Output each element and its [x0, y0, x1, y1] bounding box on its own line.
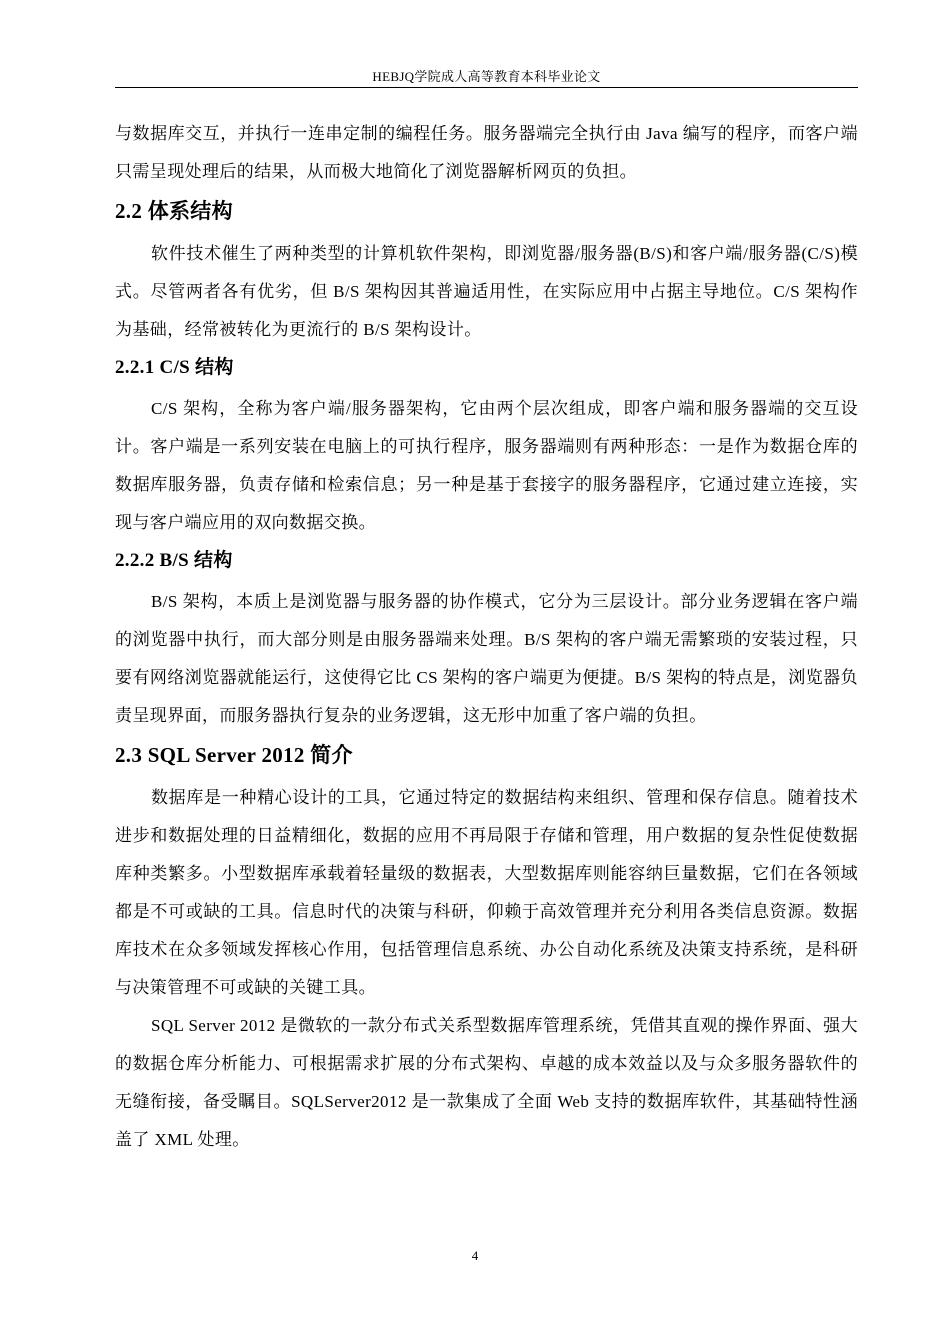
header-rule	[115, 87, 858, 88]
section-heading-2-3: 2.3 SQL Server 2012 简介	[115, 743, 353, 767]
paragraph-sql-server: SQL Server 2012 是微软的一款分布式关系型数据库管理系统，凭借其直观的操作界面、强大的数据仓库分析能力、可根据需求扩展的分布式架构、卓越的成本效益以及与众多服务器软件的无缝衔接，备受瞩目。SQLServer2012 是一款集成了全面 Web 支持的数据库软件，其基础特性涵盖了 XML 处理。	[115, 1016, 858, 1149]
section-heading-2-2: 2.2 体系结构	[115, 199, 233, 223]
section-heading-2-2-1: 2.2.1 C/S 结构	[115, 357, 234, 378]
paragraph-database-intro: 数据库是一种精心设计的工具，它通过特定的数据结构来组织、管理和保存信息。随着技术进步和数据处理的日益精细化，数据的应用不再局限于存储和管理，用户数据的复杂性促使数据库种类繁多。小型数据库承载着轻量级的数据表，大型数据库则能容纳巨量数据，它们在各领域都是不可或缺的工具。信息时代的决策与科研，仰赖于高效管理并充分利用各类信息资源。数据库技术在众多领域发挥核心作用，包括管理信息系统、办公自动化系统及决策支持系统，是科研与决策管理不可或缺的关键工具。	[115, 788, 858, 997]
paragraph-cs-structure: C/S 架构，全称为客户端/服务器架构，它由两个层次组成，即客户端和服务器端的交互设计。客户端是一系列安装在电脑上的可执行程序，服务器端则有两种形态：一是作为数据仓库的数据库服务器，负责存储和检索信息；另一种是基于套接字的服务器程序，它通过建立连接，实现与客户端应用的双向数据交换。	[115, 399, 858, 532]
paragraph-continued: 与数据库交互，并执行一连串定制的编程任务。服务器端完全执行由 Java 编写的程序，而客户端只需呈现处理后的结果，从而极大地简化了浏览器解析网页的负担。	[115, 124, 858, 181]
running-header: HEBJQ学院成人高等教育本科毕业论文	[372, 69, 601, 84]
paragraph-architecture: 软件技术催生了两种类型的计算机软件架构，即浏览器/服务器(B/S)和客户端/服务器(C/S)模式。尽管两者各有优劣，但 B/S 架构因其普遍适用性，在实际应用中占据主导地位。C/S 架构作为基础，经常被转化为更流行的 B/S 架构设计。	[115, 244, 858, 339]
section-heading-2-2-2: 2.2.2 B/S 结构	[115, 550, 233, 571]
page-body	[115, 115, 858, 1159]
paragraph-bs-structure: B/S 架构，本质上是浏览器与服务器的协作模式，它分为三层设计。部分业务逻辑在客户端的浏览器中执行，而大部分则是由服务器端来处理。B/S 架构的客户端无需繁琐的安装过程，只要有网络浏览器就能运行，这使得它比 CS 架构的客户端更为便捷。B/S 架构的特点是，浏览器负责呈现界面，而服务器执行复杂的业务逻辑，这无形中加重了客户端的负担。	[115, 592, 858, 725]
page-number: 4	[471, 1248, 479, 1263]
